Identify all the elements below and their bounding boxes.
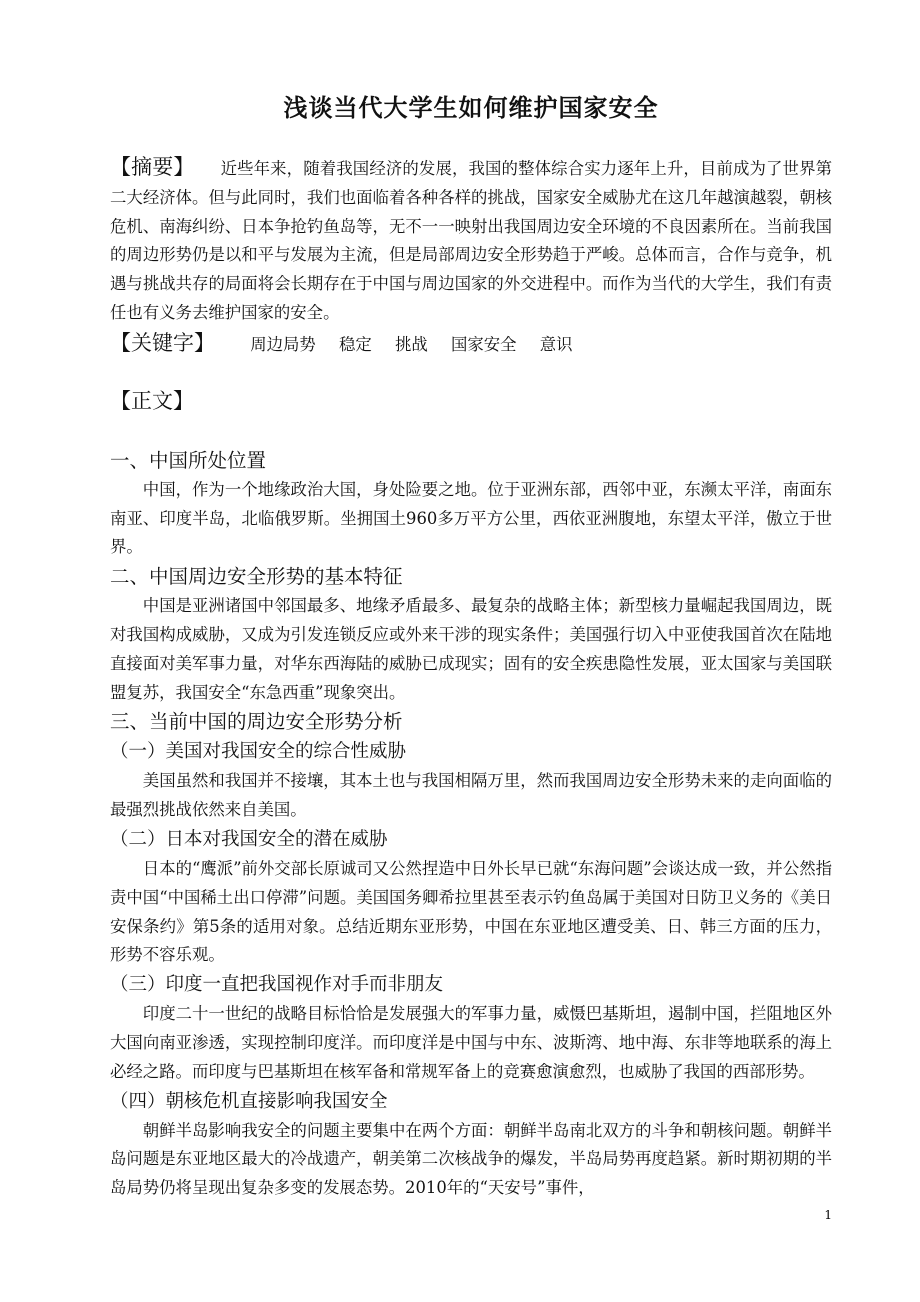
subsection-paragraph: 朝鲜半岛影响我安全的问题主要集中在两个方面：朝鲜半岛南北双方的斗争和朝核问题。朝鲜半岛问题是东亚地区最大的冷战遗产，朝美第二次核战争的爆发，半岛局势再度趋紧。新时期初期的半岛局势仍将呈现出复杂多变的发展态势。2010年的“天安号”事件， [110,1120,832,1198]
page-number: 1 [824,1208,832,1222]
abstract-paragraph [110,153,832,328]
subsection-heading: （一）美国对我国安全的综合性威胁 [110,741,407,763]
section-heading: 三、当前中国的周边安全形势分析 [110,710,403,734]
document-title: 浅谈当代大学生如何维护国家安全 [283,94,659,122]
body-label: 【正文】 [110,388,194,413]
subsection-paragraph: 日本的“鹰派”前外交部长原诚司又公然捏造中日外长早已就“东海问题”会谈达成一致，并公然指责中国“中国稀土出口停滞”问题。美国国务卿希拉里甚至表示钓鱼岛属于美国对日防卫义务的《美日安保条约》第5条的适用对象。总结近期东亚形势，中国在东亚地区遭受美、日、韩三方面的压力，形势不容乐观。 [110,858,832,965]
subsection-heading: （三）印度一直把我国视作对手而非朋友 [110,974,444,996]
section-heading: 二、中国周边安全形势的基本特征 [110,565,403,589]
abstract-text: 近些年来，随着我国经济的发展，我国的整体综合实力逐年上升，目前成为了世界第二大经济体。但与此同时，我们也面临着各种各样的挑战，国家安全威胁尤在这几年越演越裂，朝核危机、南海纠纷、日本争抢钓鱼岛等，无不一一映射出我国周边安全环境的不良因素所在。当前我国的周边形势仍是以和平与发展为主流，但是局部周边安全形势趋于严峻。总体而言，合作与竞争，机遇与挑战共存的局面将会长期存在于中国与周边国家的外交进程中。而作为当代的大学生，我们有责任也有义务去维护国家的安全。 [110,159,833,322]
section-paragraph: 中国，作为一个地缘政治大国，身处险要之地。位于亚洲东部，西邻中亚，东濒太平洋，南面东南亚、印度半岛，北临俄罗斯。坐拥国土960多万平方公里，西依亚洲腹地，东望太平洋，傲立于世界。 [110,479,832,557]
abstract-label: 【摘要】 [110,155,195,179]
keyword-item: 国家安全 [451,334,517,354]
keywords-line [110,328,832,360]
keyword-item: 周边局势 [250,334,316,354]
subsection-paragraph: 美国虽然和我国并不接壤，其本土也与我国相隔万里，然而我国周边安全形势未来的走向面临的最强烈挑战依然来自美国。 [110,771,832,820]
subsection-paragraph: 印度二十一世纪的战略目标恰恰是发展强大的军事力量，威慑巴基斯坦，遏制中国，拦阻地区外大国向南亚渗透，实现控制印度洋。而印度洋是中国与中东、波斯湾、地中海、东非等地联系的海上必经之路。而印度与巴基斯坦在核军备和常规军备上的竞赛愈演愈烈，也威胁了我国的西部形势。 [110,1004,832,1081]
keywords-label: 【关键字】 [110,330,215,355]
section-heading: 一、中国所处位置 [110,448,267,472]
keyword-item: 意识 [539,334,573,354]
subsection-heading: （二）日本对我国安全的潜在威胁 [110,828,388,850]
section-paragraph: 中国是亚洲诸国中邻国最多、地缘矛盾最多、最复杂的战略主体；新型核力量崛起我国周边，既对我国构成威胁，又成为引发连锁反应或外来干涉的现实条件；美国强行切入中亚使我国首次在陆地直接面对美军事力量，对华东西海陆的威胁已成现实；固有的安全疾患隐性发展，亚太国家与美国联盟复苏，我国安全“东急西重”现象突出。 [110,596,832,702]
keyword-item: 稳定 [339,334,372,354]
subsection-heading: （四）朝核危机直接影响我国安全 [110,1090,388,1112]
keyword-item: 挑战 [395,334,428,354]
